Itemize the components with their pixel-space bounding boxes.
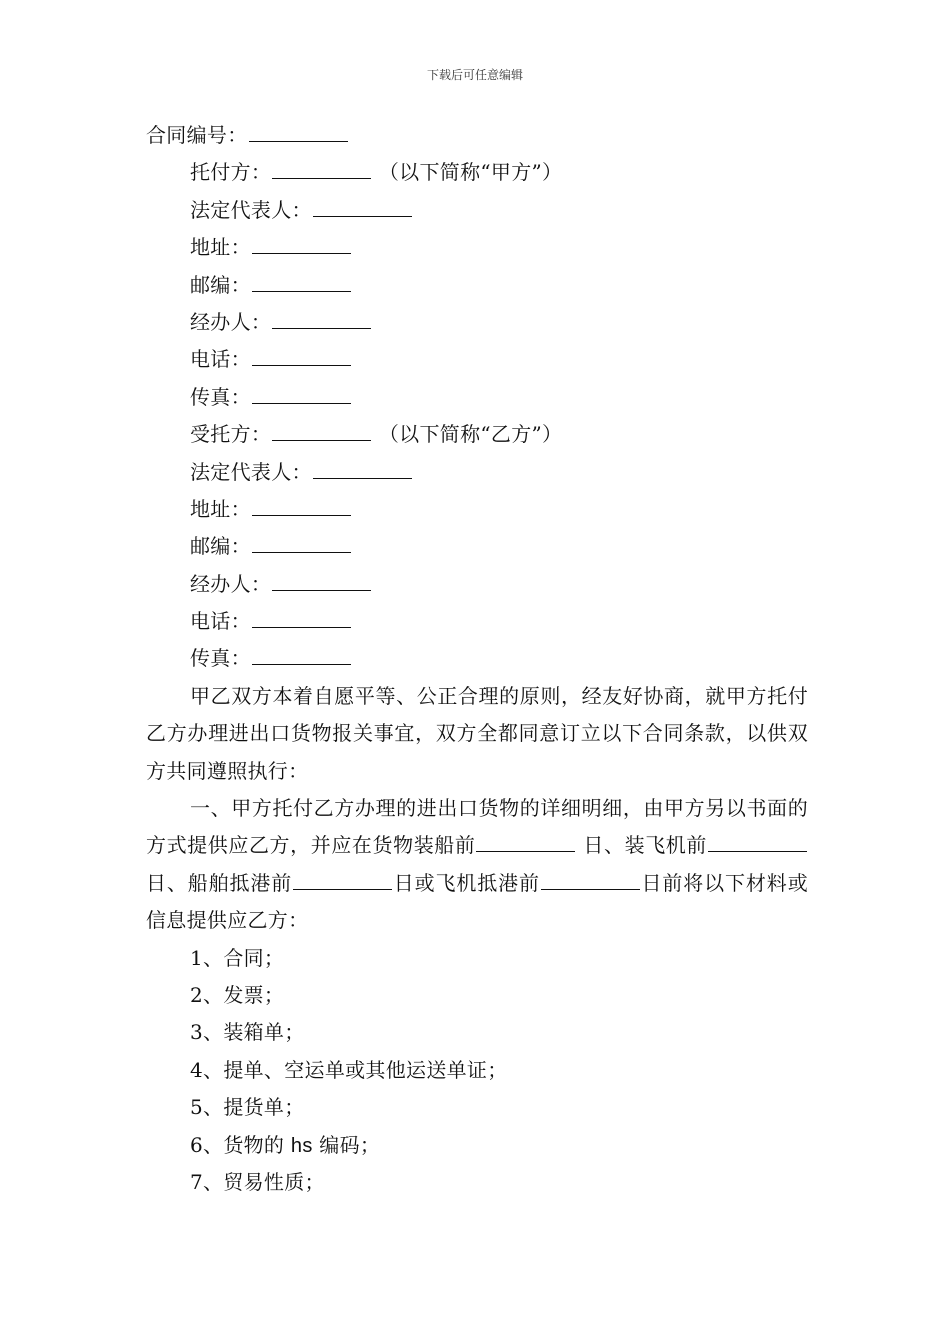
clause-1-plane-loading-days-blank[interactable]	[708, 831, 807, 852]
party-b-address-blank[interactable]	[252, 495, 351, 516]
party-b-handler-line	[146, 566, 808, 603]
party-b-postcode-line	[146, 528, 808, 565]
party-a-handler-blank[interactable]	[272, 308, 371, 329]
party-a-phone-label: 电话：	[190, 347, 251, 372]
clause-1-part-5: 日前将以下材料或信息提供应乙方：	[146, 870, 808, 933]
page-header-note: 下载后可任意编辑	[426, 68, 523, 82]
party-b-rep-blank[interactable]	[313, 458, 412, 479]
party-a-handler-label: 经办人：	[190, 309, 272, 334]
contract-number-blank[interactable]	[249, 121, 348, 142]
contract-number-label: 合同编号：	[146, 123, 248, 147]
party-b-phone-label: 电话：	[190, 609, 251, 634]
party-a-rep-label: 法定代表人：	[190, 197, 312, 222]
list-item: 2、发票；	[190, 983, 285, 1008]
party-b-role-label: 受托方：	[190, 422, 272, 447]
party-b-name-blank[interactable]	[272, 420, 371, 441]
party-b-handler-blank[interactable]	[272, 570, 371, 591]
party-a-fax-blank[interactable]	[252, 383, 351, 404]
party-b-address-line	[146, 491, 808, 528]
contract-number-line	[146, 117, 808, 154]
party-a-role-label: 托付方：	[190, 160, 272, 185]
party-b-rep-line	[146, 454, 808, 491]
party-b-address-label: 地址：	[190, 496, 251, 521]
party-b-handler-label: 经办人：	[190, 571, 272, 596]
party-a-role-line	[146, 154, 808, 191]
party-a-postcode-label: 邮编：	[190, 272, 251, 297]
party-a-address-line	[146, 229, 808, 266]
party-a-postcode-line	[146, 267, 808, 304]
party-a-role-suffix: （以下简称“甲方”）	[378, 160, 563, 185]
list-item: 3、装箱单；	[190, 1020, 305, 1045]
party-b-fax-label: 传真：	[190, 646, 251, 671]
list-item: 4、提单、空运单或其他运送单证；	[190, 1057, 508, 1082]
party-a-postcode-blank[interactable]	[252, 271, 351, 292]
clause-1-part-1: 一、甲方托付乙方办理的进出口货物的详细明细，由甲方另以书面的方式提供应乙方，并应在货物装船前	[146, 796, 808, 858]
list-item-hs-code	[146, 1127, 808, 1164]
clause-1-part-3: 日、船舶抵港前	[146, 870, 293, 895]
party-b-rep-label: 法定代表人：	[190, 459, 312, 484]
party-a-rep-blank[interactable]	[313, 196, 412, 217]
list-item: 7、贸易性质；	[190, 1170, 325, 1195]
party-b-fax-line	[146, 640, 808, 677]
party-b-postcode-label: 邮编：	[190, 534, 251, 559]
hs-code-prefix: 6、货物的	[190, 1132, 291, 1157]
list-item: 5、提货单；	[190, 1095, 305, 1120]
party-b-phone-line	[146, 603, 808, 640]
party-b-postcode-blank[interactable]	[252, 532, 351, 553]
party-b-fax-blank[interactable]	[252, 644, 351, 665]
contract-document	[146, 117, 808, 1201]
party-a-address-label: 地址：	[190, 235, 251, 260]
party-a-fax-label: 传真：	[190, 384, 251, 409]
party-a-fax-line	[146, 379, 808, 416]
clause-1-ship-arrival-days-blank[interactable]	[293, 869, 392, 890]
party-a-address-blank[interactable]	[252, 233, 351, 254]
clause-1-plane-arrival-days-blank[interactable]	[541, 869, 640, 890]
hs-code-suffix: 编码；	[312, 1132, 381, 1157]
list-item: 1、合同；	[190, 945, 285, 970]
party-b-phone-blank[interactable]	[252, 607, 351, 628]
party-a-handler-line	[146, 304, 808, 341]
clause-1-ship-loading-days-blank[interactable]	[476, 831, 575, 852]
party-a-phone-line	[146, 341, 808, 378]
intro-paragraph: 甲乙双方本着自愿平等、公正合理的原则，经友好协商，就甲方托付乙方办理进出口货物报关事宜，双方全都同意订立以下合同条款，以供双方共同遵照执行：	[146, 683, 808, 783]
party-a-phone-blank[interactable]	[252, 345, 351, 366]
clause-1-part-4: 日或飞机抵港前	[393, 870, 540, 895]
party-a-name-blank[interactable]	[272, 158, 371, 179]
party-b-role-suffix: （以下简称“乙方”）	[378, 422, 563, 447]
party-a-rep-line	[146, 192, 808, 229]
clause-1-part-2: 日、装飞机前	[583, 833, 707, 858]
clause-1-paragraph	[146, 790, 808, 940]
hs-code-term: hs	[290, 1134, 313, 1157]
party-b-role-line	[146, 416, 808, 453]
